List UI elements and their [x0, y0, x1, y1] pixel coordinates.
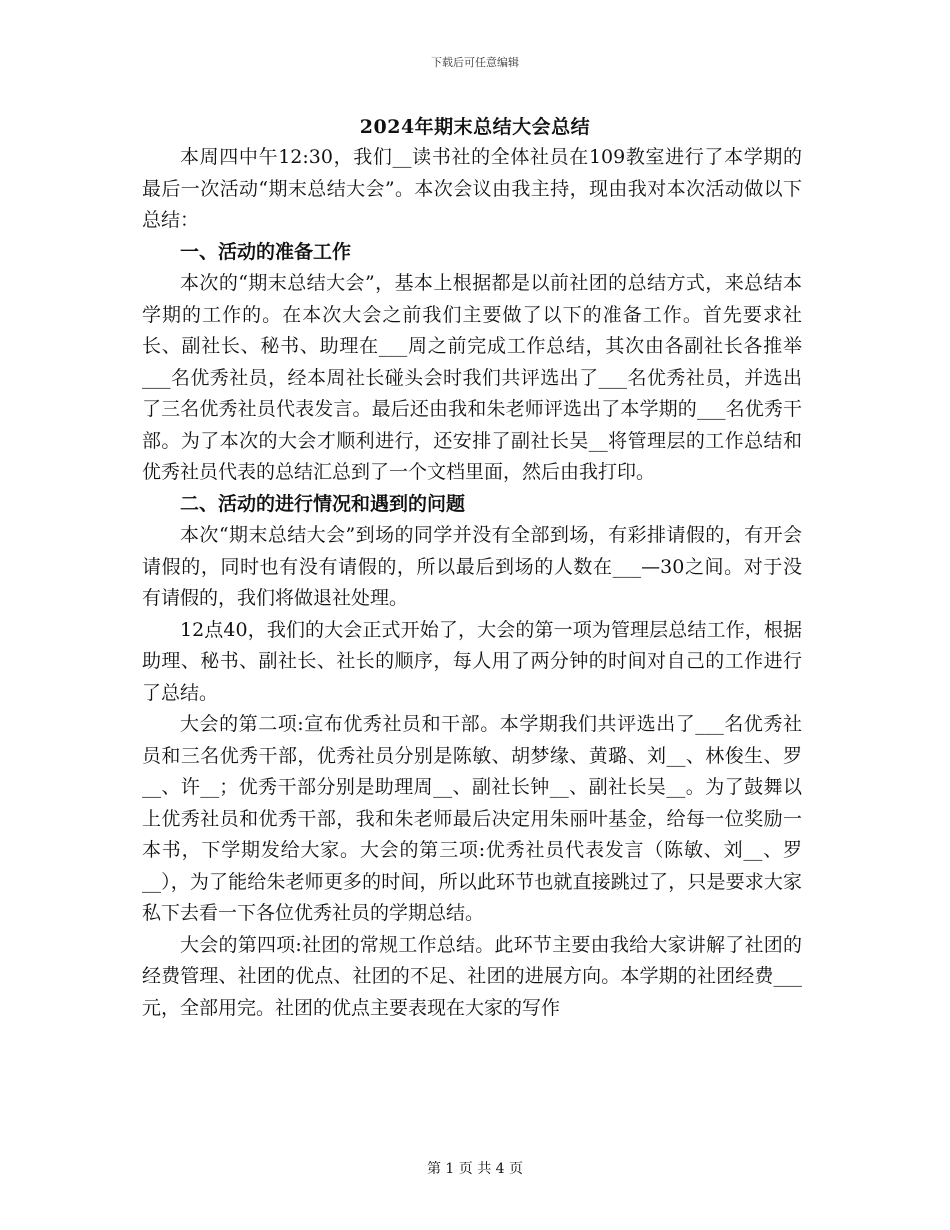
section-heading-preparation: 一、活动的准备工作 — [180, 240, 352, 263]
section-heading-progress: 二、活动的进行情况和遇到的问题 — [180, 492, 466, 515]
document-title: 2024年期末总结大会总结 — [359, 116, 591, 138]
intro-paragraph: 本周四中午12:30，我们__读书社的全体社员在109教室进行了本学期的最后一次活动“期末总结大会”。本次会议由我主持，现由我对本次活动做以下总结： — [142, 146, 802, 231]
header-note: 下载后可任意编辑 — [431, 56, 519, 69]
second-item-paragraph: 大会的第二项:宣布优秀社员和干部。本学期我们共评选出了___名优秀社员和三名优秀干部，优秀社员分别是陈敏、胡梦缘、黄璐、刘__、林俊生、罗__、许__；优秀干部分别是助理周__、副社长钟__、副社长吴__。为了鼓舞以上优秀社员和优秀干部，我和朱老师最后决定用朱丽叶基金，给每一位奖励一本书，下学期发给大家。大会的第三项:优秀社员代表发言（陈敏、刘__、罗__），为了能给朱老师更多的时间，所以此环节也就直接跳过了，只是要求大家私下去看一下各位优秀社员的学期总结。 — [142, 713, 802, 924]
page-number: 第 1 页 共 4 页 — [426, 1161, 524, 1177]
first-item-paragraph: 12点40，我们的大会正式开始了，大会的第一项为管理层总结工作，根据助理、秘书、副社长、社长的顺序，每人用了两分钟的时间对自己的工作进行了总结。 — [142, 618, 802, 704]
fourth-item-paragraph: 大会的第四项:社团的常规工作总结。此环节主要由我给大家讲解了社团的经费管理、社团的优点、社团的不足、社团的进展方向。本学期的社团经费___元，全部用完。社团的优点主要表现在大家的写作 — [142, 933, 802, 1019]
attendance-paragraph: 本次“期末总结大会”到场的同学并没有全部到场，有彩排请假的，有开会请假的，同时也有没有请假的，所以最后到场的人数在___—30之间。对于没有请假的，我们将做退社处理。 — [142, 524, 802, 609]
preparation-paragraph: 本次的“期末总结大会”，基本上根据都是以前社团的总结方式，来总结本学期的工作的。在本次大会之前我们主要做了以下的准备工作。首先要求社长、副社长、秘书、助理在___周之前完成工作总结，其次由各副社长各推举___名优秀社员，经本周社长碰头会时我们共评选出了___名优秀社员，并选出了三名优秀社员代表发言。最后还由我和朱老师评选出了本学期的___名优秀干部。为了本次的大会才顺利进行，还安排了副社长吴__将管理层的工作总结和优秀社员代表的总结汇总到了一个文档里面，然后由我打印。 — [142, 272, 802, 483]
document-body — [142, 142, 802, 1024]
